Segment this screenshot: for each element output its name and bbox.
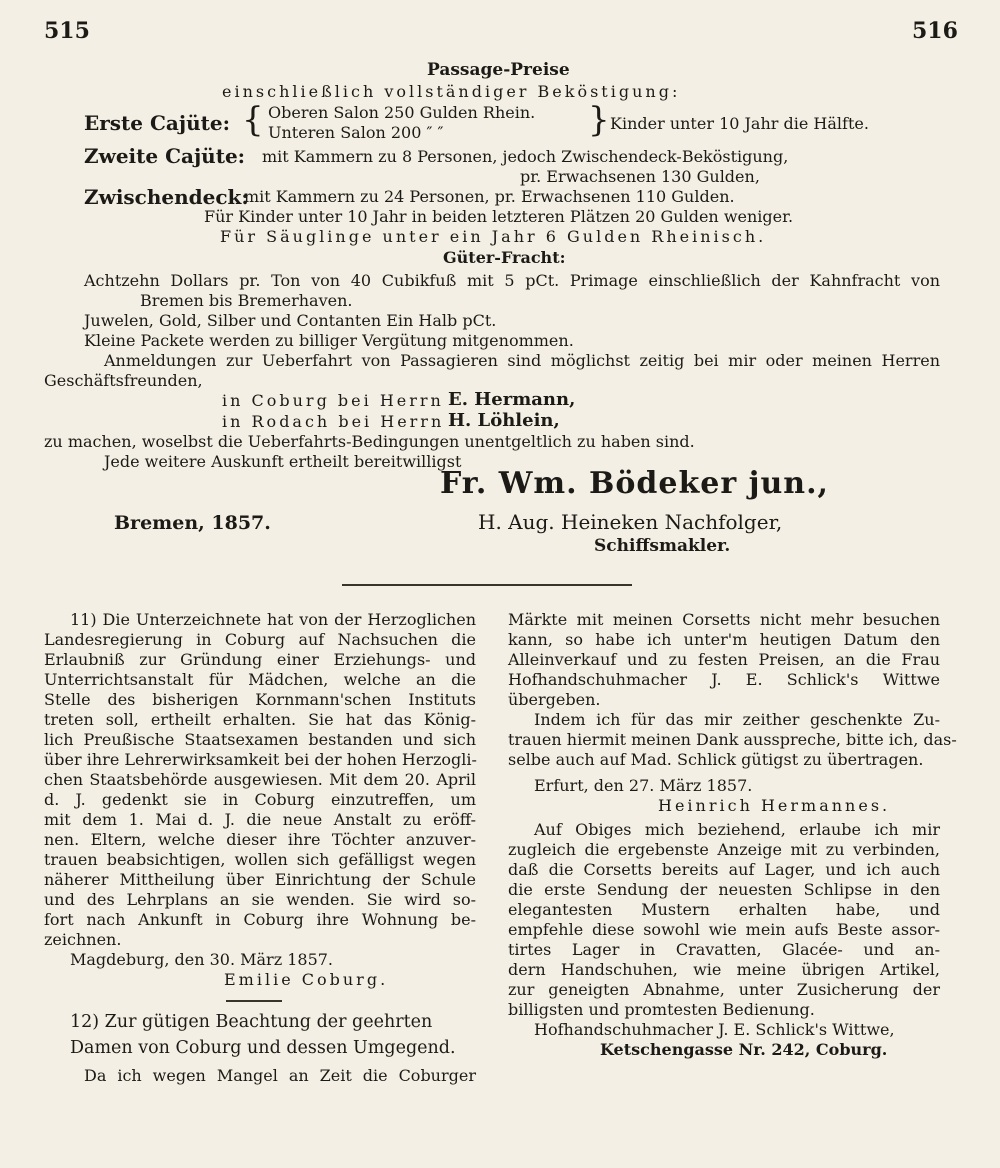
passage-subheading: einschließlich vollständiger Beköstigung: xyxy=(222,82,681,101)
right-col-line: kann, so habe ich unter'm heutigen Datum den xyxy=(508,630,940,649)
first-cabin-lower: Unteren Salon 200 ″ ″ xyxy=(268,123,444,142)
page-number-left: 515 xyxy=(44,18,90,44)
children-discount-note: Für Kinder unter 10 Jahr in beiden letzteren Plätzen 20 Gulden weniger. xyxy=(204,207,794,226)
coburg-agent: E. Hermann, xyxy=(448,389,576,410)
reply-line: billigsten und promtesten Bedienung. xyxy=(508,1000,815,1019)
notice-11-date: Magdeburg, den 30. März 1857. xyxy=(70,950,334,969)
reply-line: Auf Obiges mich beziehend, erlaube ich mir xyxy=(534,820,940,839)
coburg-prefix: in Coburg bei Herrn xyxy=(222,391,444,410)
signature-successor: H. Aug. Heineken Nachfolger, xyxy=(478,510,783,534)
right-col-line: Märkte mit meinen Corsetts nicht mehr besuchen xyxy=(508,610,940,629)
steerage-label: Zwischendeck: xyxy=(84,185,249,209)
signature-title: Schiffsmakler. xyxy=(594,536,731,556)
freight-line-2: Bremen bis Bremerhaven. xyxy=(140,291,353,310)
notice-11-line: Landesregierung in Coburg auf Nachsuchen die xyxy=(44,630,476,649)
notice-11-line: 11) Die Unterzeichnete hat von der Herzoglichen xyxy=(70,610,476,629)
notice-12-heading-1: 12) Zur gütigen Beachtung der geehrten xyxy=(70,1012,433,1032)
thanks-line: selbe auch auf Mad. Schlick gütigst zu übertragen. xyxy=(508,750,924,769)
notice-11-line: mit dem 1. Mai d. J. die neue Anstalt zu eröff- xyxy=(44,810,476,829)
thanks-line: Indem ich für das mir zeither geschenkte Zu- xyxy=(534,710,940,729)
reply-line: daß die Corsetts bereits auf Lager, und ich auch xyxy=(508,860,940,879)
right-col-line: Alleinverkauf und zu festen Preisen, an die Frau xyxy=(508,650,940,669)
right-col-signer: Heinrich Hermannes. xyxy=(658,796,891,815)
signature-place: Bremen, 1857. xyxy=(114,512,271,534)
infants-note: Für Säuglinge unter ein Jahr 6 Gulden Rheinisch. xyxy=(220,227,767,246)
notice-12-line-1: Da ich wegen Mangel an Zeit die Coburger xyxy=(84,1066,476,1085)
notice-11-line: treten soll, ertheilt erhalten. Sie hat das König- xyxy=(44,710,476,729)
steerage-text: mit Kammern zu 24 Personen, pr. Erwachsenen 110 Gulden. xyxy=(244,187,735,206)
reply-line: zur geneigten Abnahme, unter Zusicherung der xyxy=(508,980,940,999)
notice-11-line: zeichnen. xyxy=(44,930,122,949)
notice-12-continued xyxy=(508,610,957,1060)
notice-11-line: Stelle des bisherigen Kornmann'schen Instituts xyxy=(44,690,476,709)
signature-name: Fr. Wm. Bödeker jun., xyxy=(440,466,829,501)
reply-line: empfehle diese sowohl wie mein aufs Beste assor- xyxy=(508,920,940,939)
registration-line-6: Jede weitere Auskunft ertheilt bereitwilligst xyxy=(104,452,462,471)
right-col-line: übergeben. xyxy=(508,690,601,709)
reply-line: zugleich die ergebenste Anzeige mit zu verbinden, xyxy=(508,840,940,859)
freight-line-1: Achtzehn Dollars pr. Ton von 40 Cubikfuß mit 5 pCt. Primage einschließlich der Kahnfracht von xyxy=(84,271,940,290)
first-cabin-label: Erste Cajüte: xyxy=(84,111,230,135)
section-divider xyxy=(342,584,632,586)
notice-11-line: nen. Eltern, welche dieser ihre Töchter anzuver- xyxy=(44,830,476,849)
passage-heading: Passage-Preise xyxy=(427,60,570,80)
right-col-date: Erfurt, den 27. März 1857. xyxy=(534,776,753,795)
reply-line: dern Handschuhen, wie meine übrigen Artikel, xyxy=(508,960,940,979)
right-col-line: Hofhandschuhmacher J. E. Schlick's Wittwe xyxy=(508,670,940,689)
notice-11-line: chen Staatsbehörde ausgewiesen. Mit dem 20. April xyxy=(44,770,476,789)
notice-11-line: näherer Mittheilung über Einrichtung der Schule xyxy=(44,870,476,889)
registration-line-2: Geschäftsfreunden, xyxy=(44,371,203,390)
second-cabin-label: Zweite Cajüte: xyxy=(84,144,246,168)
right-col-address: Ketschengasse Nr. 242, Coburg. xyxy=(600,1040,888,1059)
reply-line: die erste Sendung der neuesten Schlipse in den xyxy=(508,880,940,899)
registration-line-5: zu machen, woselbst die Ueberfahrts-Bedingungen unentgeltlich zu haben sind. xyxy=(44,432,695,451)
freight-line-3: Juwelen, Gold, Silber und Contanten Ein Halb pCt. xyxy=(84,311,497,330)
first-cabin-upper: Oberen Salon 250 Gulden Rhein. xyxy=(268,103,536,122)
notice-divider xyxy=(226,1000,282,1002)
second-cabin-text: mit Kammern zu 8 Personen, jedoch Zwischendeck-Beköstigung, xyxy=(262,147,789,166)
children-half-note: Kinder unter 10 Jahr die Hälfte. xyxy=(610,114,869,133)
freight-heading: Güter-Fracht: xyxy=(443,248,566,267)
notice-11 xyxy=(44,610,476,990)
notice-11-line: Unterrichtsanstalt für Mädchen, welche an die xyxy=(44,670,476,689)
registration-line-1: Anmeldungen zur Ueberfahrt von Passagieren sind möglichst zeitig bei mir oder meinen Herren xyxy=(104,351,940,370)
right-col-signer-2: Hofhandschuhmacher J. E. Schlick's Wittwe, xyxy=(534,1020,895,1039)
notice-11-line: d. J. gedenkt sie in Coburg einzutreffen, um xyxy=(44,790,476,809)
notice-11-signer: Emilie Coburg. xyxy=(224,970,389,989)
freight-line-4: Kleine Packete werden zu billiger Vergütung mitgenommen. xyxy=(84,331,574,350)
notice-11-line: trauen beabsichtigen, wollen sich gefälligst wegen xyxy=(44,850,476,869)
notice-11-line: lich Preußische Staatsexamen bestanden und sich xyxy=(44,730,476,749)
rodach-agent: H. Löhlein, xyxy=(448,410,560,431)
reply-line: tirtes Lager in Cravatten, Glacée- und an- xyxy=(508,940,940,959)
notice-11-line: fort nach Ankunft in Coburg ihre Wohnung be- xyxy=(44,910,476,929)
notice-11-line: über ihre Lehrerwirksamkeit bei der hohen Herzogli- xyxy=(44,750,477,769)
left-brace: { xyxy=(242,100,264,140)
rodach-prefix: in Rodach bei Herrn xyxy=(222,412,445,431)
second-cabin-price: pr. Erwachsenen 130 Gulden, xyxy=(520,167,760,186)
notice-11-line: Erlaubniß zur Gründung einer Erziehungs- und xyxy=(44,650,476,669)
notice-12-heading-2: Damen von Coburg und dessen Umgegend. xyxy=(70,1038,456,1058)
right-brace: } xyxy=(588,100,610,140)
thanks-line: trauen hiermit meinen Dank ausspreche, bitte ich, das- xyxy=(508,730,957,749)
page-number-right: 516 xyxy=(912,18,958,44)
notice-11-line: und des Lehrplans an sie wenden. Sie wird so- xyxy=(44,890,476,909)
reply-line: elegantesten Mustern erhalten habe, und xyxy=(508,900,940,919)
